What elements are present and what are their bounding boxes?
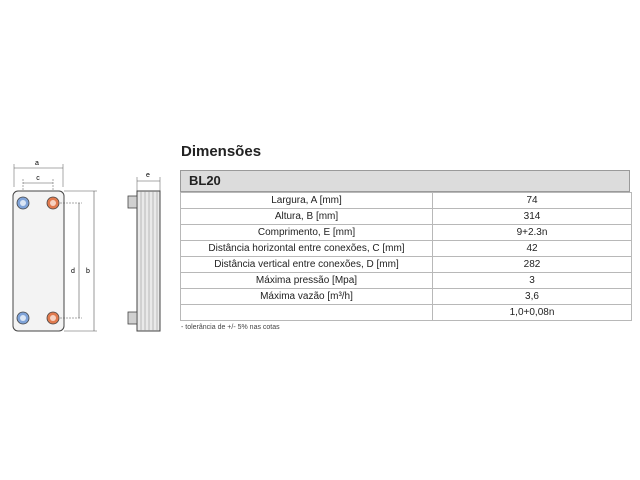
table-row [181,241,632,257]
front-view-drawing [0,155,110,335]
table-row [181,305,632,321]
section-title: Dimensões [181,143,262,160]
row-label: Largura, A [mm] [181,193,433,209]
row-value: 282 [433,257,632,273]
model-header: BL20 [180,170,630,192]
dim-label-e: e [146,172,150,179]
table-row [181,193,632,209]
tolerance-note: - tolerância de +/- 5% nas cotas [181,324,280,331]
table-row [181,273,632,289]
row-value: 42 [433,241,632,257]
row-value: 1,0+0,08n [433,305,632,321]
row-value: 74 [433,193,632,209]
connector-bottom [128,312,137,324]
row-label: Distância vertical entre conexões, D [mm] [181,257,433,273]
row-value: 3,6 [433,289,632,305]
connector-top [128,196,137,208]
row-value: 3 [433,273,632,289]
table-row [181,209,632,225]
table-row [181,225,632,241]
dim-label-d: d [71,268,75,275]
row-label: Altura, B [mm] [181,209,433,225]
dim-label-a: a [35,160,39,167]
plate-side [137,191,160,331]
table-row [181,257,632,273]
row-label [181,305,433,321]
side-view-drawing [120,155,170,335]
row-value: 314 [433,209,632,225]
row-label: Comprimento, E [mm] [181,225,433,241]
dimensions-table [180,170,630,321]
row-label: Distância horizontal entre conexões, C [mm] [181,241,433,257]
plate-front [13,191,64,331]
dim-label-b: b [86,268,90,275]
row-label: Máxima vazão [m³/h] [181,289,433,305]
dim-label-c: c [36,175,40,182]
row-label: Máxima pressão [Mpa] [181,273,433,289]
table-row [181,289,632,305]
row-value: 9+2.3n [433,225,632,241]
